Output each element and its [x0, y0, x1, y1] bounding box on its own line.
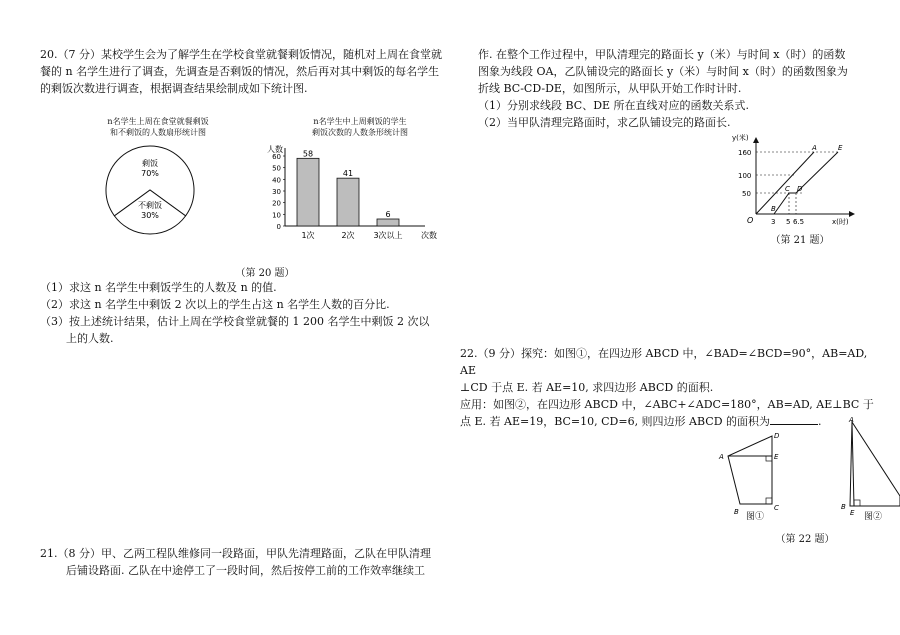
ytick-100: 100 — [738, 172, 752, 180]
bar-category-2: 3次以上 — [373, 231, 403, 240]
bar-value-1: 41 — [342, 169, 354, 179]
q21-stem-continued — [478, 46, 878, 131]
bar-ytick-label-4: 40 — [272, 176, 281, 185]
pie-title-line1: n名学生上周在食堂就餐剩饭 — [107, 117, 209, 126]
q22-caption: （第 22 题） — [775, 534, 835, 545]
ytick-160: 160 — [738, 149, 752, 157]
fig1-label-e: E — [774, 453, 779, 461]
q22-line1: 22.（9 分）探究：如图①，在四边形 ABCD 中，∠BAD=∠BCD=90°，AB=AD, AE — [460, 347, 868, 377]
fig1-label-a: A — [719, 453, 724, 461]
origin-label: O — [747, 216, 754, 225]
point-b: B — [771, 205, 776, 213]
bar-ylabel: 人数 — [267, 145, 283, 154]
quad-abcd-2 — [850, 422, 900, 506]
bar-ytick-label-0: 0 — [276, 223, 281, 231]
bar-0 — [297, 158, 319, 226]
polyline-bcde — [774, 152, 838, 214]
fig1-label-d: D — [774, 432, 780, 440]
bar-title — [280, 116, 440, 138]
xtick-5: 5 — [786, 218, 791, 226]
q21-caption: （第 21 题） — [770, 235, 830, 246]
q20-caption: （第 20 题） — [235, 268, 295, 279]
pie-label-1: 不剩饭 — [138, 201, 162, 210]
q20-sub1: （1）求这 n 名学生中剩饭学生的人数及 n 的值. — [40, 281, 277, 294]
q22-stem — [460, 345, 880, 430]
bar-value-2: 6 — [385, 210, 391, 219]
pie-value-1: 30% — [141, 211, 159, 220]
xtick-65: 6.5 — [793, 218, 805, 226]
x-axis-label: x(时) — [832, 218, 849, 226]
q21-stem-start — [40, 545, 450, 579]
segment-oa — [756, 152, 814, 214]
pie-value-0: 70% — [141, 169, 159, 178]
fig2-label-e: E — [850, 509, 855, 516]
q22-line4-wrap: 点 E. 若 AE=19，BC=10, CD=6, 则四边形 ABCD 的面积为 . — [460, 415, 822, 428]
bar-value-0: 58 — [302, 149, 314, 159]
bar-title-line2: 剩饭次数的人数条形统计图 — [312, 128, 408, 137]
right-angle-e — [766, 456, 772, 461]
q21-line2: 后铺设路面. 乙队在中途停工了一段时间，然后按停工前的工作效率继续工 — [66, 564, 425, 577]
q20-stem-text: 20.（7 分）某校学生会为了解学生在学校食堂就餐剩饭情况，随机对上周在食堂就餐的 n 名学生进行了调查，先调查是否剩饭的情况，然后再对其中剩饭的每名学生的剩饭次数进行调查，根据调查结果绘制成如下统计图. — [40, 48, 442, 95]
right-angle-c — [766, 498, 772, 504]
bar-xlabel: 次数 — [421, 231, 437, 240]
fig2-caption: 图② — [863, 512, 882, 522]
point-d: D — [797, 185, 803, 193]
q21-cont3: 折线 BC-CD-DE，如图所示，从甲队开始工作时计时. — [478, 82, 742, 95]
point-e: E — [838, 144, 843, 152]
bar-category-1: 2次 — [341, 231, 355, 240]
pie-title — [78, 116, 238, 138]
pie-chart — [100, 140, 200, 240]
fig2-label-a: A — [849, 416, 854, 424]
q20-sub3a: （3）按上述统计结果，估计上周在学校食堂就餐的 1 200 名学生中剩饭 2 次以 — [40, 315, 430, 328]
bar-category-0: 1次 — [301, 231, 315, 240]
q20-stem — [40, 46, 445, 97]
segment-ae-2 — [852, 422, 854, 506]
point-a: A — [812, 144, 817, 152]
q22-line4: 点 E. 若 AE=19，BC=10, CD=6, 则四边形 ABCD 的面积为 — [460, 415, 771, 428]
bar-1 — [337, 178, 359, 226]
bar-ytick-label-2: 20 — [272, 199, 281, 208]
pie-title-line2: 和不剩饭的人数扇形统计图 — [110, 128, 206, 137]
q21-cont2: 图象为线段 OA，乙队铺设完的路面长 y（米）与时间 x（时）的函数图象为 — [478, 65, 848, 78]
q22-figure-2 — [838, 416, 900, 516]
bar-ytick-label-1: 10 — [272, 211, 281, 220]
right-angle-e2 — [854, 500, 860, 506]
q21-sub2: （2）当甲队清理完路面时，求乙队铺设完的路面长. — [478, 116, 731, 129]
bar-2 — [377, 219, 399, 226]
pie-label-0: 剩饭 — [142, 159, 158, 168]
q21-cont1: 作. 在整个工作过程中，甲队清理完的路面长 y（米）与时间 x（时）的函数 — [478, 48, 846, 61]
q22-line3: 应用：如图②，在四边形 ABCD 中，∠ABC+∠ADC=180°，AB=AD, AE⊥BC 于 — [460, 398, 874, 411]
q21-graph — [730, 132, 860, 232]
fig1-caption: 图① — [745, 512, 764, 522]
q22-figure-1 — [712, 428, 792, 518]
bar-ytick-label-5: 50 — [272, 164, 281, 173]
bar-title-line1: n名学生中上周剩饭的学生 — [313, 117, 407, 126]
fig1-label-b: B — [734, 508, 739, 516]
q21-sub1: （1）分别求线段 BC、DE 所在直线对应的函数关系式. — [478, 99, 750, 112]
q20-subquestions — [40, 279, 450, 347]
quad-abcd-1 — [728, 436, 772, 504]
ytick-50: 50 — [742, 190, 751, 198]
q21-line1: 21.（8 分）甲、乙两工程队维修同一段路面，甲队先清理路面，乙队在甲队清理 — [40, 547, 431, 560]
q22-line2: ⊥CD 于点 E. 若 AE=10, 求四边形 ABCD 的面积. — [460, 381, 714, 394]
q20-sub3b: 上的人数. — [66, 332, 114, 345]
q20-sub2: （2）求这 n 名学生中剩饭 2 次以上的学生占这 n 名学生人数的百分比. — [40, 298, 390, 311]
fig1-label-c: C — [774, 504, 779, 512]
point-c: C — [785, 185, 790, 193]
xtick-3: 3 — [771, 218, 776, 226]
fig2-label-b: B — [841, 503, 846, 511]
bar-ytick-label-3: 30 — [272, 188, 281, 196]
y-axis-label: y(米) — [732, 134, 749, 142]
bar-ytick-label-6: 60 — [272, 153, 281, 161]
bar-chart — [255, 138, 445, 246]
answer-blank[interactable] — [770, 413, 818, 425]
